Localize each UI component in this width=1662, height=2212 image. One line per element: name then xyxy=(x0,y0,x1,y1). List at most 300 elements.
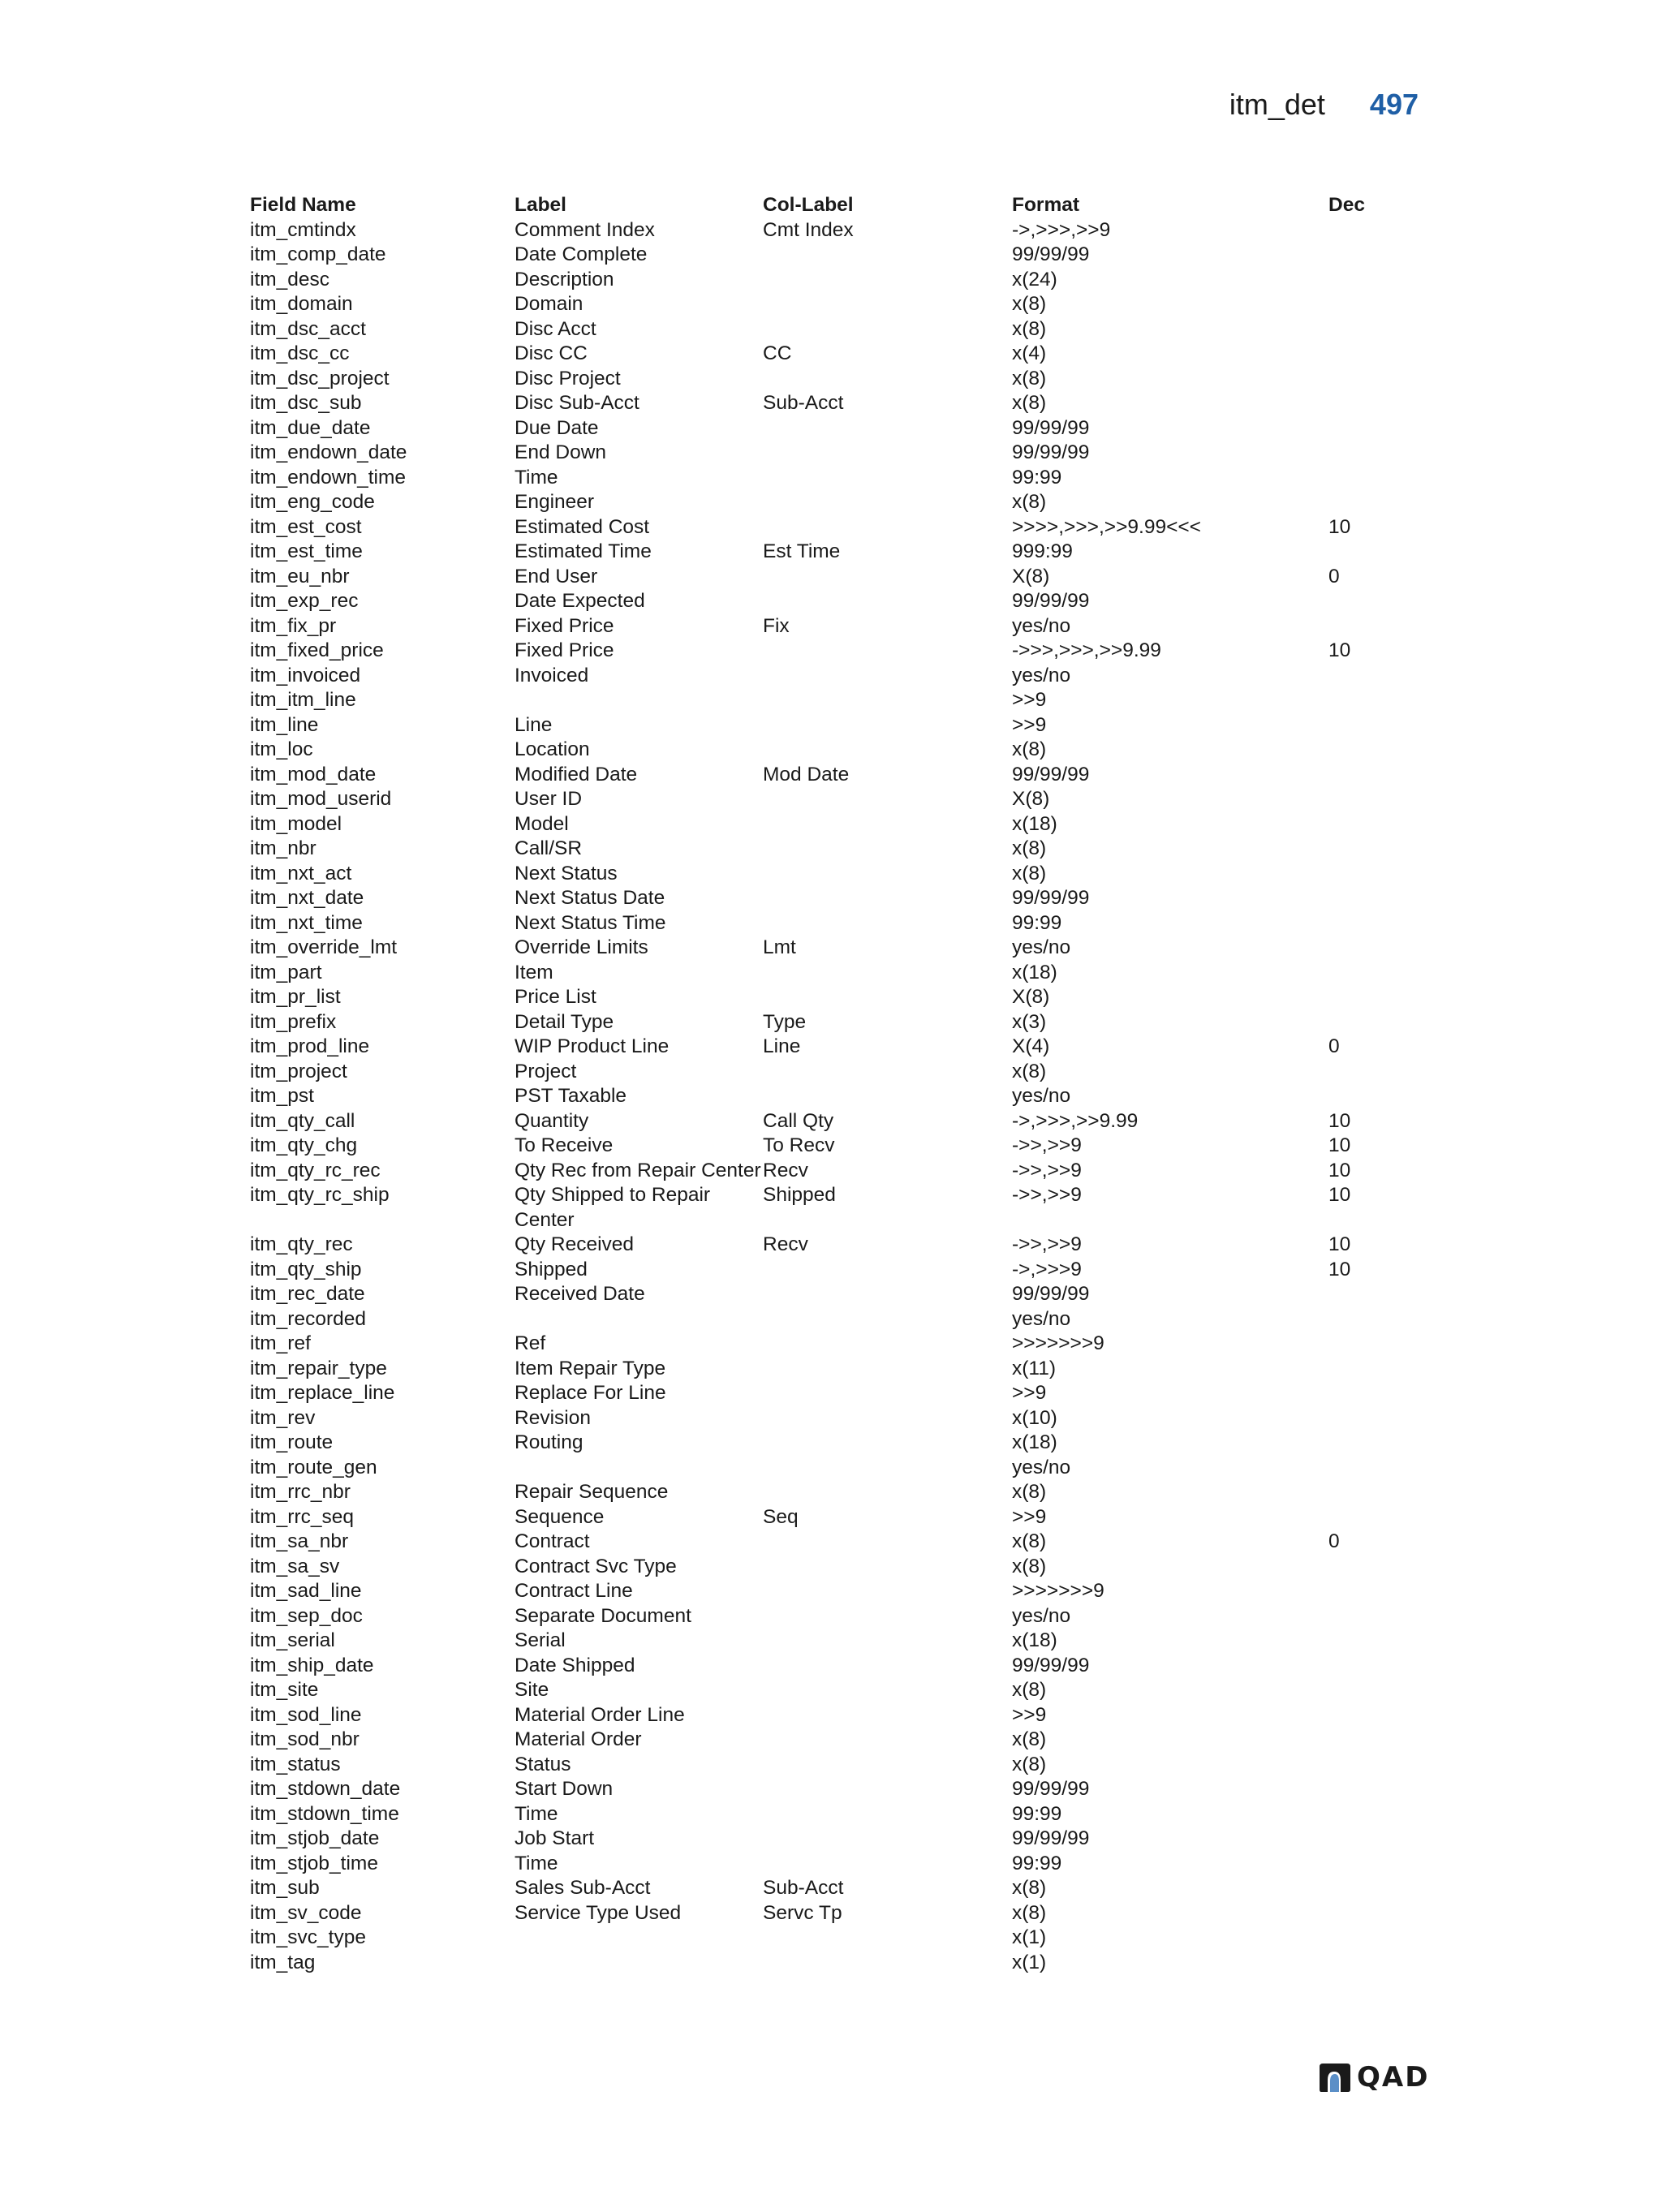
cell-field-name: itm_route xyxy=(250,1431,334,1453)
cell-dec xyxy=(1328,1901,1419,1926)
table-row xyxy=(250,1060,1419,1085)
cell-col-label xyxy=(763,1381,1012,1406)
cell-label: Location xyxy=(515,738,590,760)
cell-format: x(1) xyxy=(1012,1926,1047,1948)
cell-dec: 10 xyxy=(1328,1159,1351,1181)
cell-field-name: itm_fix_pr xyxy=(250,614,337,637)
cell-format: yes/no xyxy=(1012,936,1071,958)
cell-dec xyxy=(1328,713,1419,738)
cell-field-name: itm_eu_nbr xyxy=(250,565,350,587)
table-row xyxy=(250,342,1419,367)
cell-label: Service Type Used xyxy=(515,1901,682,1924)
table-row xyxy=(250,1629,1419,1654)
cell-dec xyxy=(1328,589,1419,614)
cell-label: Next Status Time xyxy=(515,911,666,934)
qad-logo-text: QAD xyxy=(1357,2061,1430,2094)
page-header xyxy=(1229,88,1419,122)
table-row xyxy=(250,1951,1419,1976)
cell-label: Routing xyxy=(515,1431,583,1453)
cell-col-label xyxy=(763,1084,1012,1109)
table-row xyxy=(250,515,1419,540)
cell-label: To Receive xyxy=(515,1134,614,1156)
cell-field-name: itm_ship_date xyxy=(250,1654,374,1676)
table-row xyxy=(250,1431,1419,1456)
cell-label: Time xyxy=(515,1802,558,1825)
cell-field-name: itm_stdown_time xyxy=(250,1802,399,1825)
cell-format: ->>>,>>>,>>9.99 xyxy=(1012,639,1161,661)
cell-field-name: itm_stdown_date xyxy=(250,1778,401,1800)
cell-dec xyxy=(1328,1926,1419,1951)
cell-dec xyxy=(1328,1406,1419,1431)
cell-label: Model xyxy=(515,812,569,835)
cell-col-label xyxy=(763,1332,1012,1357)
cell-format: x(18) xyxy=(1012,1431,1057,1453)
table-row xyxy=(250,367,1419,392)
table-row xyxy=(250,1084,1419,1109)
cell-col-label: Recv xyxy=(763,1159,808,1181)
cell-dec xyxy=(1328,837,1419,862)
table-row xyxy=(250,1901,1419,1926)
cell-label: Fixed Price xyxy=(515,614,614,637)
cell-col-label: Call Qty xyxy=(763,1109,834,1132)
cell-dec: 10 xyxy=(1328,1109,1351,1132)
cell-label: Material Order xyxy=(515,1728,642,1750)
cell-format: 99/99/99 xyxy=(1012,1283,1090,1305)
table-row xyxy=(250,763,1419,788)
cell-field-name: itm_nxt_act xyxy=(250,862,352,884)
table-row xyxy=(250,738,1419,763)
cell-format: yes/no xyxy=(1012,1456,1071,1478)
cell-label: Time xyxy=(515,1852,558,1874)
cell-format: x(18) xyxy=(1012,961,1057,983)
cell-field-name: itm_svc_type xyxy=(250,1926,366,1948)
table-row xyxy=(250,1233,1419,1258)
cell-dec xyxy=(1328,540,1419,565)
cell-label: Fixed Price xyxy=(515,639,614,661)
cell-dec xyxy=(1328,1332,1419,1357)
cell-col-label xyxy=(763,1530,1012,1555)
cell-col-label xyxy=(763,1258,1012,1283)
table-row xyxy=(250,1753,1419,1778)
cell-dec: 0 xyxy=(1328,1530,1340,1552)
cell-col-label: Mod Date xyxy=(763,763,850,785)
cell-label: User ID xyxy=(515,788,583,810)
cell-dec xyxy=(1328,466,1419,491)
cell-field-name: itm_rrc_nbr xyxy=(250,1481,351,1503)
cell-format: 99/99/99 xyxy=(1012,1778,1090,1800)
table-row xyxy=(250,1555,1419,1580)
cell-format: x(18) xyxy=(1012,1629,1057,1651)
table-row xyxy=(250,268,1419,293)
cell-format: x(8) xyxy=(1012,738,1047,760)
cell-dec xyxy=(1328,243,1419,268)
cell-format: X(8) xyxy=(1012,565,1050,587)
cell-field-name: itm_sa_nbr xyxy=(250,1530,349,1552)
cell-field-name: itm_model xyxy=(250,812,342,835)
cell-col-label xyxy=(763,1654,1012,1679)
cell-dec xyxy=(1328,218,1419,243)
cell-col-label xyxy=(763,1282,1012,1307)
cell-col-label xyxy=(763,1852,1012,1877)
cell-field-name: itm_nxt_time xyxy=(250,911,363,934)
cell-format: ->>,>>9 xyxy=(1012,1134,1082,1156)
cell-col-label xyxy=(763,317,1012,342)
cell-col-label: To Recv xyxy=(763,1134,835,1156)
cell-label: Serial xyxy=(515,1629,566,1651)
cell-col-label xyxy=(763,1951,1012,1976)
cell-dec xyxy=(1328,985,1419,1010)
cell-field-name: itm_pst xyxy=(250,1085,314,1107)
cell-label: Project xyxy=(515,1060,577,1082)
cell-col-label xyxy=(763,961,1012,986)
cell-label: Qty Shipped to Repair Center xyxy=(515,1184,711,1231)
cell-col-label xyxy=(763,416,1012,441)
cell-dec: 10 xyxy=(1328,1233,1351,1255)
cell-col-label xyxy=(763,787,1012,812)
cell-label: Line xyxy=(515,713,553,736)
cell-dec xyxy=(1328,961,1419,986)
cell-format: >>9 xyxy=(1012,713,1047,736)
cell-label: Item Repair Type xyxy=(515,1357,666,1379)
cell-field-name: itm_route_gen xyxy=(250,1456,377,1478)
cell-col-label xyxy=(763,1555,1012,1580)
table-row xyxy=(250,1505,1419,1530)
table-row xyxy=(250,886,1419,911)
cell-format: x(8) xyxy=(1012,293,1047,315)
cell-col-label: Recv xyxy=(763,1233,808,1255)
table-row xyxy=(250,243,1419,268)
cell-col-label xyxy=(763,466,1012,491)
cell-field-name: itm_est_cost xyxy=(250,515,362,538)
cell-col-label xyxy=(763,1357,1012,1382)
cell-format: 99:99 xyxy=(1012,1802,1062,1825)
cell-field-name: itm_sa_sv xyxy=(250,1555,340,1577)
cell-col-label xyxy=(763,441,1012,466)
cell-col-label: Type xyxy=(763,1010,807,1033)
cell-format: x(8) xyxy=(1012,1679,1047,1701)
cell-dec xyxy=(1328,1703,1419,1728)
cell-label: Ref xyxy=(515,1332,546,1354)
cell-dec xyxy=(1328,1852,1419,1877)
cell-dec xyxy=(1328,268,1419,293)
cell-format: >>>>>>>9 xyxy=(1012,1332,1104,1354)
cell-label: Date Expected xyxy=(515,590,645,612)
cell-col-label xyxy=(763,1060,1012,1085)
cell-dec xyxy=(1328,1431,1419,1456)
cell-format: yes/no xyxy=(1012,1085,1071,1107)
cell-dec xyxy=(1328,367,1419,392)
cell-dec: 10 xyxy=(1328,639,1351,661)
cell-field-name: itm_est_time xyxy=(250,540,363,562)
cell-col-label xyxy=(763,862,1012,887)
table-header-row xyxy=(250,193,1419,218)
cell-label: Sales Sub-Acct xyxy=(515,1877,651,1899)
cell-format: 99/99/99 xyxy=(1012,590,1090,612)
cell-col-label xyxy=(763,1431,1012,1456)
cell-format: 99:99 xyxy=(1012,1852,1062,1874)
cell-col-label: Sub-Acct xyxy=(763,1877,844,1899)
cell-field-name: itm_nxt_date xyxy=(250,887,364,909)
cell-label: Quantity xyxy=(515,1109,589,1132)
cell-dec xyxy=(1328,1654,1419,1679)
cell-label: Comment Index xyxy=(515,218,655,241)
cell-dec xyxy=(1328,1555,1419,1580)
cell-format: 99/99/99 xyxy=(1012,416,1090,439)
cell-field-name: itm_repair_type xyxy=(250,1357,387,1379)
cell-col-label: Seq xyxy=(763,1505,799,1528)
cell-dec xyxy=(1328,1827,1419,1852)
cell-field-name: itm_mod_userid xyxy=(250,788,392,810)
cell-label: Contract Svc Type xyxy=(515,1555,677,1577)
cell-col-label xyxy=(763,1703,1012,1728)
cell-label: Next Status Date xyxy=(515,887,665,909)
cell-col-label: Line xyxy=(763,1035,801,1057)
cell-format: x(8) xyxy=(1012,837,1047,859)
cell-field-name: itm_site xyxy=(250,1679,319,1701)
cell-format: x(24) xyxy=(1012,268,1057,290)
cell-dec xyxy=(1328,1604,1419,1629)
table-row xyxy=(250,1134,1419,1159)
cell-dec xyxy=(1328,342,1419,367)
cell-field-name: itm_sad_line xyxy=(250,1580,362,1602)
cell-format: x(8) xyxy=(1012,862,1047,884)
cell-format: 99:99 xyxy=(1012,911,1062,934)
cell-dec xyxy=(1328,1060,1419,1085)
cell-format: 99/99/99 xyxy=(1012,1827,1090,1849)
cell-col-label xyxy=(763,1753,1012,1778)
page-number: 497 xyxy=(1369,88,1419,121)
cell-label: Detail Type xyxy=(515,1010,614,1033)
cell-dec xyxy=(1328,317,1419,342)
table-row xyxy=(250,292,1419,317)
table-row xyxy=(250,1777,1419,1802)
table-row xyxy=(250,664,1419,689)
cell-field-name: itm_serial xyxy=(250,1629,335,1651)
cell-dec xyxy=(1328,763,1419,788)
cell-label: Domain xyxy=(515,293,583,315)
cell-dec xyxy=(1328,391,1419,416)
page-title: itm_det xyxy=(1229,88,1325,121)
table-row xyxy=(250,837,1419,862)
table-row xyxy=(250,1827,1419,1852)
field-table xyxy=(250,193,1419,1975)
cell-col-label xyxy=(763,985,1012,1010)
cell-field-name: itm_part xyxy=(250,961,322,983)
table-row xyxy=(250,1480,1419,1505)
cell-dec xyxy=(1328,441,1419,466)
cell-label: Time xyxy=(515,466,558,488)
cell-field-name: itm_sv_code xyxy=(250,1901,362,1924)
table-row xyxy=(250,787,1419,812)
cell-label: Next Status xyxy=(515,862,618,884)
cell-col-label: Est Time xyxy=(763,540,841,562)
cell-field-name: itm_fixed_price xyxy=(250,639,384,661)
cell-field-name: itm_endown_time xyxy=(250,466,407,488)
cell-col-label xyxy=(763,688,1012,713)
cell-format: x(8) xyxy=(1012,392,1047,414)
table-row xyxy=(250,1010,1419,1035)
cell-label: Invoiced xyxy=(515,664,589,686)
table-row xyxy=(250,614,1419,639)
table-row xyxy=(250,466,1419,491)
cell-label: PST Taxable xyxy=(515,1085,627,1107)
table-row xyxy=(250,1381,1419,1406)
cell-format: x(8) xyxy=(1012,1481,1047,1503)
cell-field-name: itm_desc xyxy=(250,268,330,290)
cell-field-name: itm_project xyxy=(250,1060,347,1082)
cell-field-name: itm_qty_chg xyxy=(250,1134,358,1156)
cell-label xyxy=(515,688,763,713)
cell-format: yes/no xyxy=(1012,1604,1071,1627)
table-row xyxy=(250,688,1419,713)
cell-dec xyxy=(1328,1678,1419,1703)
cell-col-label xyxy=(763,1678,1012,1703)
cell-col-label xyxy=(763,1480,1012,1505)
cell-label: Disc Project xyxy=(515,367,621,389)
cell-dec xyxy=(1328,738,1419,763)
cell-label: Replace For Line xyxy=(515,1382,666,1404)
cell-dec xyxy=(1328,812,1419,837)
table-row xyxy=(250,1604,1419,1629)
cell-label: Disc Sub-Acct xyxy=(515,392,639,414)
cell-format: x(11) xyxy=(1012,1357,1057,1379)
cell-field-name: itm_sub xyxy=(250,1877,320,1899)
cell-col-label xyxy=(763,1456,1012,1481)
cell-field-name: itm_qty_rec xyxy=(250,1233,353,1255)
cell-dec xyxy=(1328,1728,1419,1753)
cell-col-label: Servc Tp xyxy=(763,1901,842,1924)
cell-label: Contract Line xyxy=(515,1580,633,1602)
column-header-dec: Dec xyxy=(1328,194,1365,216)
cell-format: x(1) xyxy=(1012,1951,1047,1973)
cell-format: x(8) xyxy=(1012,1530,1047,1552)
table-row xyxy=(250,1109,1419,1134)
cell-col-label xyxy=(763,812,1012,837)
cell-col-label xyxy=(763,886,1012,911)
cell-dec xyxy=(1328,292,1419,317)
cell-field-name: itm_rrc_seq xyxy=(250,1505,354,1528)
table-row xyxy=(250,1802,1419,1827)
cell-field-name: itm_loc xyxy=(250,738,313,760)
cell-format: x(8) xyxy=(1012,317,1047,340)
cell-dec xyxy=(1328,1084,1419,1109)
cell-dec xyxy=(1328,416,1419,441)
cell-col-label xyxy=(763,292,1012,317)
table-row xyxy=(250,1307,1419,1332)
cell-dec xyxy=(1328,936,1419,961)
cell-col-label xyxy=(763,837,1012,862)
table-row xyxy=(250,416,1419,441)
cell-dec xyxy=(1328,787,1419,812)
cell-field-name: itm_line xyxy=(250,713,319,736)
cell-label xyxy=(515,1926,763,1951)
cell-label: Item xyxy=(515,961,553,983)
cell-dec xyxy=(1328,1629,1419,1654)
cell-dec xyxy=(1328,1777,1419,1802)
cell-format: 99/99/99 xyxy=(1012,887,1090,909)
cell-dec xyxy=(1328,1802,1419,1827)
cell-dec xyxy=(1328,886,1419,911)
cell-label: Material Order Line xyxy=(515,1703,685,1726)
cell-col-label xyxy=(763,1629,1012,1654)
cell-label: Estimated Cost xyxy=(515,515,650,538)
cell-field-name: itm_endown_date xyxy=(250,441,407,463)
cell-col-label: Sub-Acct xyxy=(763,392,844,414)
cell-format: 99/99/99 xyxy=(1012,763,1090,785)
cell-label: Contract xyxy=(515,1530,590,1552)
cell-col-label xyxy=(763,1827,1012,1852)
cell-label: Start Down xyxy=(515,1778,614,1800)
cell-field-name: itm_sep_doc xyxy=(250,1604,363,1627)
table-row xyxy=(250,1579,1419,1604)
table-row xyxy=(250,441,1419,466)
cell-label: Price List xyxy=(515,986,596,1008)
table-row xyxy=(250,1357,1419,1382)
cell-format: x(3) xyxy=(1012,1010,1047,1033)
cell-field-name: itm_qty_ship xyxy=(250,1258,362,1280)
cell-format: ->>,>>9 xyxy=(1012,1233,1082,1255)
table-row xyxy=(250,1332,1419,1357)
cell-dec: 10 xyxy=(1328,1134,1351,1156)
cell-col-label xyxy=(763,268,1012,293)
table-row xyxy=(250,1703,1419,1728)
cell-col-label xyxy=(763,1307,1012,1332)
cell-dec xyxy=(1328,1456,1419,1481)
cell-format: ->,>>>,>>9.99 xyxy=(1012,1109,1139,1132)
cell-col-label xyxy=(763,367,1012,392)
table-row xyxy=(250,589,1419,614)
cell-dec xyxy=(1328,1307,1419,1332)
cell-field-name: itm_stjob_time xyxy=(250,1852,378,1874)
cell-label: Received Date xyxy=(515,1283,645,1305)
cell-dec xyxy=(1328,1282,1419,1307)
cell-dec xyxy=(1328,1505,1419,1530)
cell-dec: 0 xyxy=(1328,1035,1340,1057)
cell-field-name: itm_replace_line xyxy=(250,1382,395,1404)
cell-label: Revision xyxy=(515,1406,591,1429)
table-row xyxy=(250,1456,1419,1481)
cell-field-name: itm_prefix xyxy=(250,1010,337,1033)
table-row xyxy=(250,985,1419,1010)
cell-format: x(8) xyxy=(1012,491,1047,513)
cell-label: Engineer xyxy=(515,491,595,513)
cell-label: Sequence xyxy=(515,1505,605,1528)
cell-dec xyxy=(1328,1357,1419,1382)
cell-dec: 0 xyxy=(1328,565,1340,587)
cell-format: X(8) xyxy=(1012,788,1050,810)
cell-dec xyxy=(1328,1381,1419,1406)
table-row xyxy=(250,540,1419,565)
cell-field-name: itm_tag xyxy=(250,1951,316,1973)
cell-col-label xyxy=(763,490,1012,515)
cell-col-label xyxy=(763,639,1012,664)
cell-col-label xyxy=(763,515,1012,540)
cell-dec xyxy=(1328,1480,1419,1505)
cell-field-name: itm_due_date xyxy=(250,416,371,439)
cell-format: ->>,>>9 xyxy=(1012,1159,1082,1181)
table-row xyxy=(250,490,1419,515)
cell-field-name: itm_mod_date xyxy=(250,763,377,785)
cell-field-name: itm_qty_rc_ship xyxy=(250,1184,390,1206)
cell-field-name: itm_status xyxy=(250,1753,341,1775)
cell-dec xyxy=(1328,1010,1419,1035)
cell-dec xyxy=(1328,1951,1419,1976)
table-row xyxy=(250,1654,1419,1679)
cell-format: 99:99 xyxy=(1012,466,1062,488)
cell-field-name: itm_dsc_acct xyxy=(250,317,366,340)
qad-logo-icon xyxy=(1316,2062,1352,2093)
table-row xyxy=(250,1282,1419,1307)
